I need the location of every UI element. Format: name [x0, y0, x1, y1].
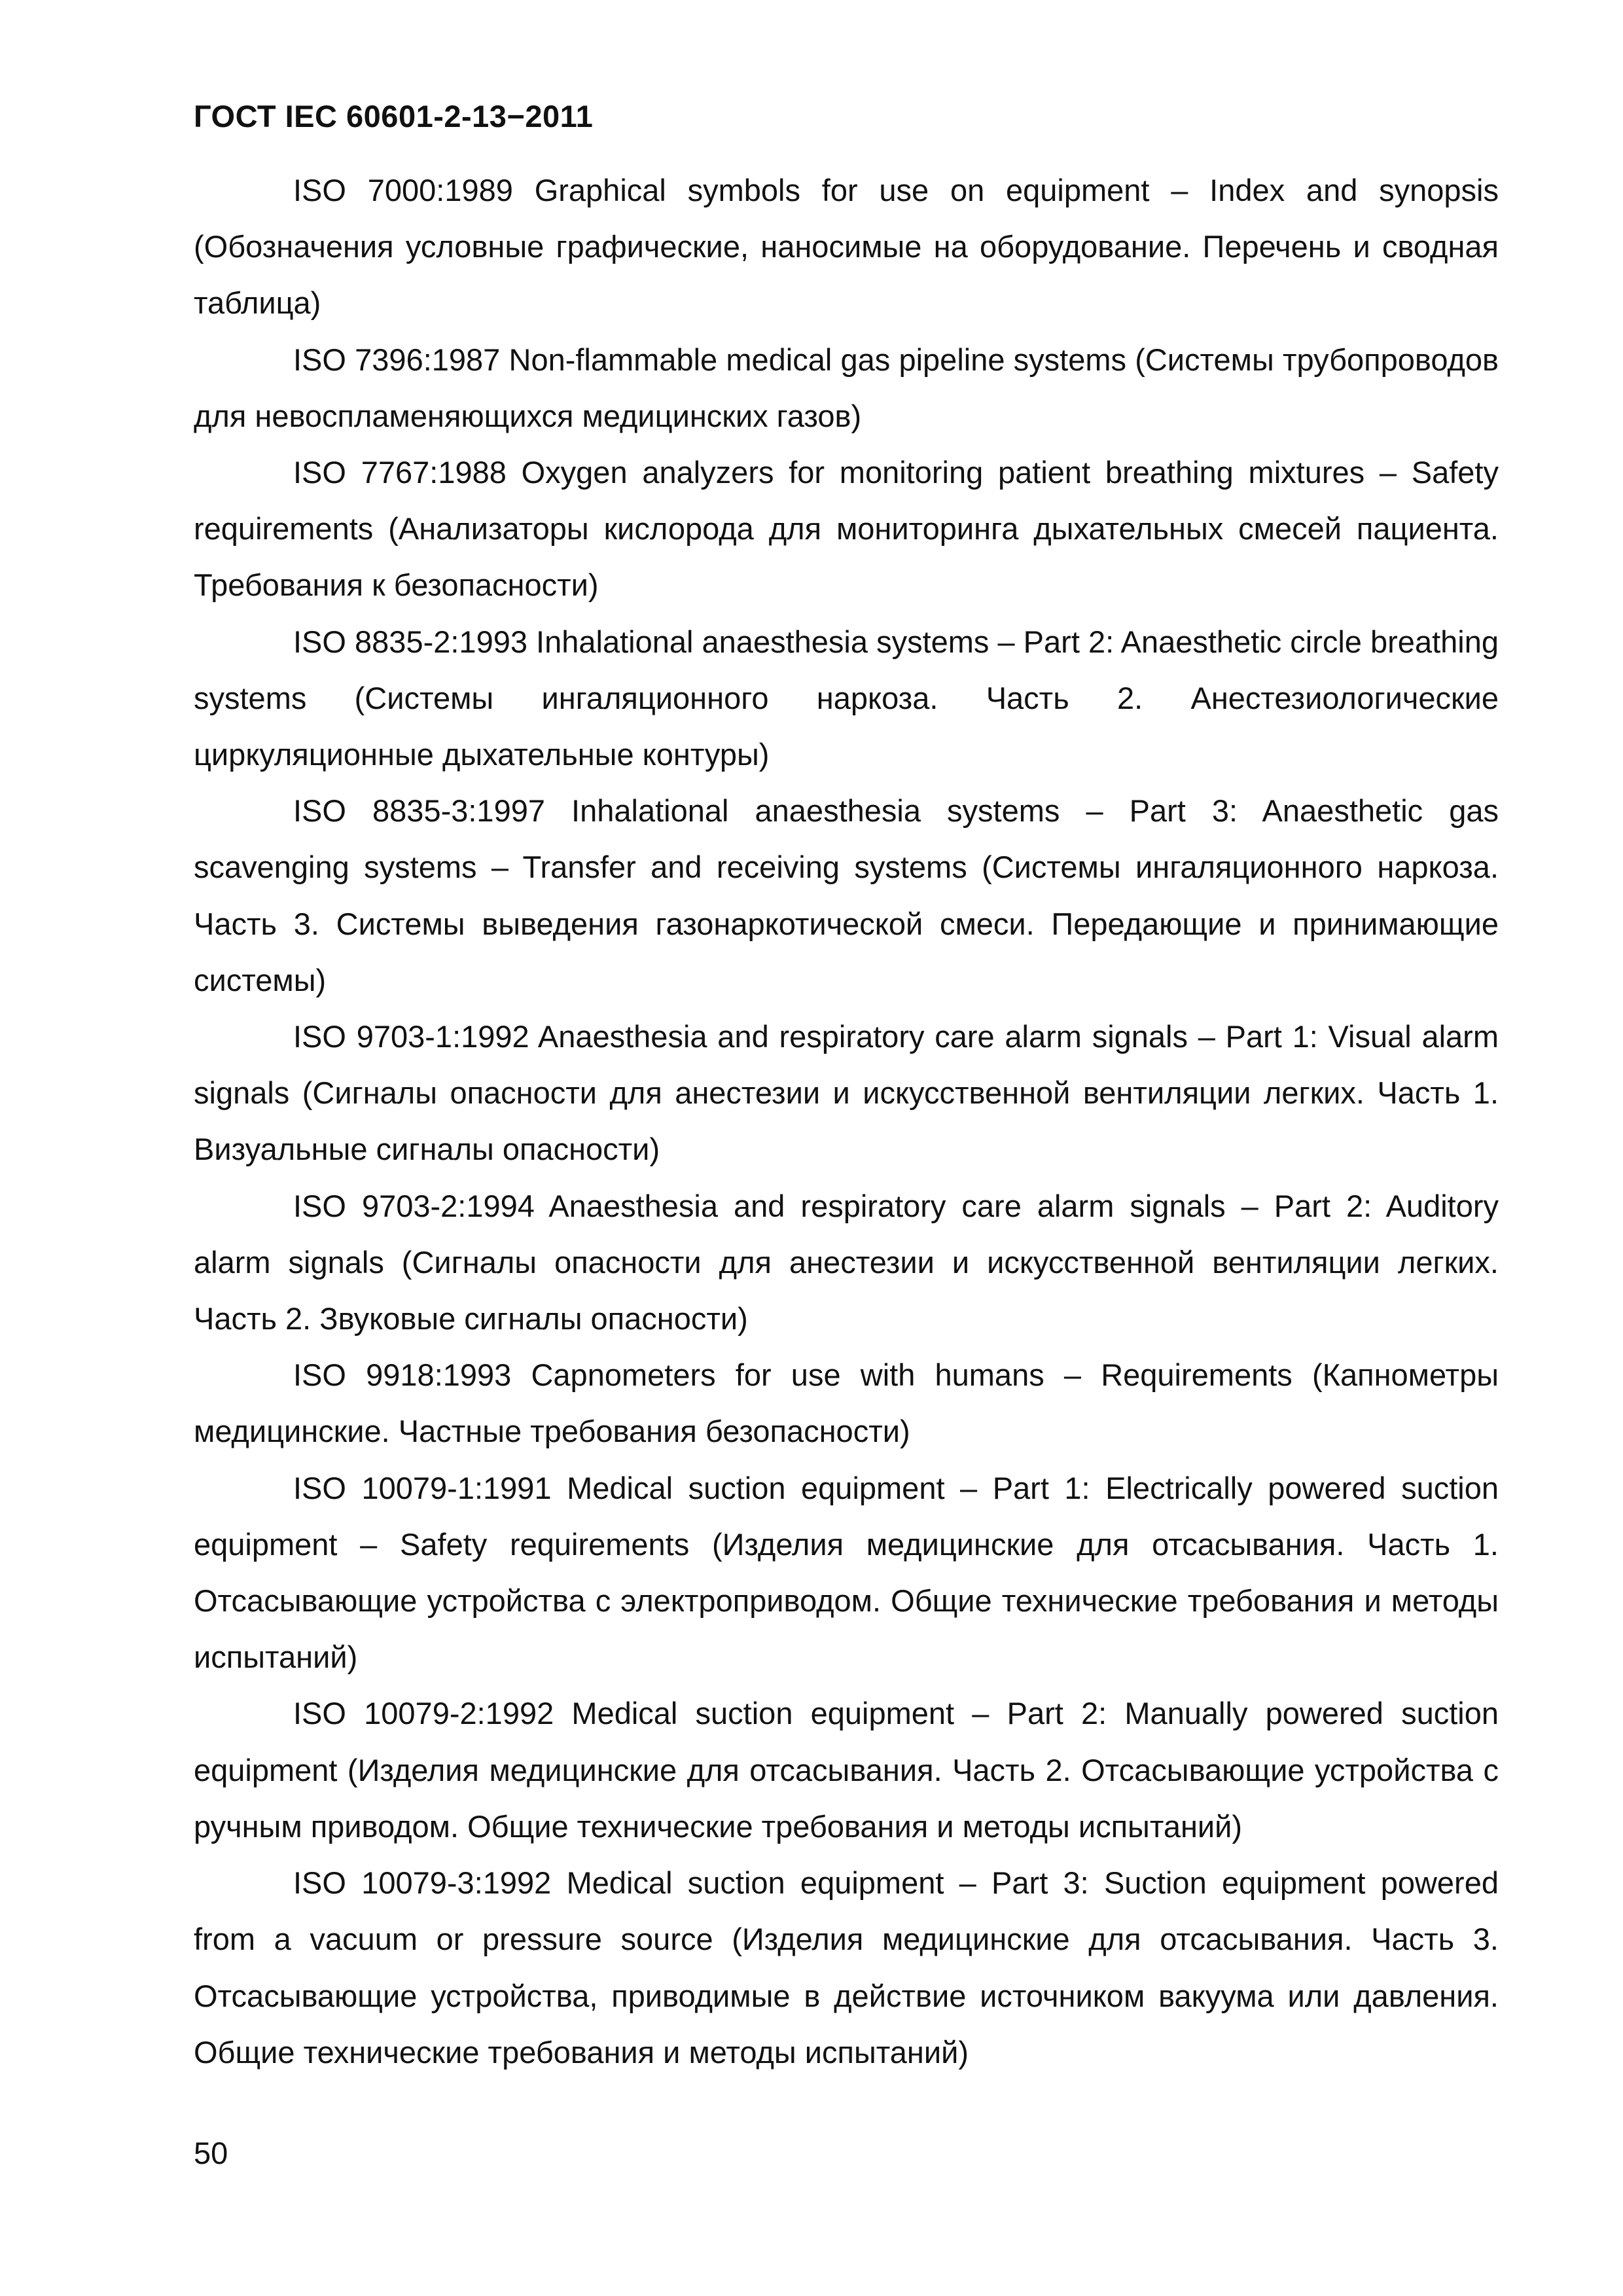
- reference-item: ISO 9703-1:1992 Anaesthesia and respiratory care alarm signals – Part 1: Visual alarm signals (Сигналы опасности для анестезии и искусственной вентиляции легких. Часть 1. Визуальные сигналы опасности): [194, 1019, 1499, 1167]
- reference-item: ISO 9703-2:1994 Anaesthesia and respiratory care alarm signals – Part 2: Auditory alarm signals (Сигналы опасности для анестезии и искусственной вентиляции легких. Часть 2. Звуковые сигналы опасности): [194, 1188, 1499, 1336]
- references-list: [194, 162, 1499, 2081]
- reference-item: ISO 10079-2:1992 Medical suction equipment – Part 2: Manually powered suction equipment (Изделия медицинские для отсасывания. Часть 2. Отсасывающие устройства с ручным приводом. Общие технические требования и методы испытаний): [194, 1696, 1499, 1844]
- reference-item: ISO 10079-1:1991 Medical suction equipment – Part 1: Electrically powered suction equipment – Safety requirements (Изделия медицинские для отсасывания. Часть 1. Отсасывающие устройства с электроприводом. Общие технические требования и методы испытаний): [194, 1470, 1499, 1675]
- reference-item: ISO 10079-3:1992 Medical suction equipment – Part 3: Suction equipment powered from a vacuum or pressure source (Изделия медицинские для отсасывания. Часть 3. Отсасывающие устройства, приводимые в действие источником вакуума или давления. Общие технические требования и методы испытаний): [194, 1865, 1499, 2070]
- reference-item: ISO 8835-2:1993 Inhalational anaesthesia systems – Part 2: Anaesthetic circle breathing systems (Системы ингаляционного наркоза. Часть 2. Анестезиологические циркуляционные дыхательные контуры): [194, 624, 1499, 772]
- reference-item: ISO 8835-3:1997 Inhalational anaesthesia systems – Part 3: Anaesthetic gas scavenging systems – Transfer and receiving systems (Системы ингаляционного наркоза. Часть 3. Системы выведения газонаркотической смеси. Передающие и принимающие системы): [194, 793, 1499, 997]
- reference-item: ISO 9918:1993 Capnometers for use with humans – Requirements (Капнометры медицинские. Частные требования безопасности): [194, 1357, 1499, 1449]
- page-number: 50: [194, 2136, 228, 2170]
- reference-item: ISO 7000:1989 Graphical symbols for use on equipment – Index and synopsis (Обозначения условные графические, наносимые на оборудование. Перечень и сводная таблица): [194, 173, 1499, 321]
- page-header-standard-id: ГОСТ IEC 60601-2-13−2011: [194, 99, 594, 134]
- reference-item: ISO 7396:1987 Non-flammable medical gas pipeline systems (Системы трубопроводов для невоспламеняющихся медицинских газов): [194, 342, 1499, 433]
- reference-item: ISO 7767:1988 Oxygen analyzers for monitoring patient breathing mixtures – Safety requirements (Анализаторы кислорода для мониторинга дыхательных смесей пациента. Требования к безопасности): [194, 455, 1499, 603]
